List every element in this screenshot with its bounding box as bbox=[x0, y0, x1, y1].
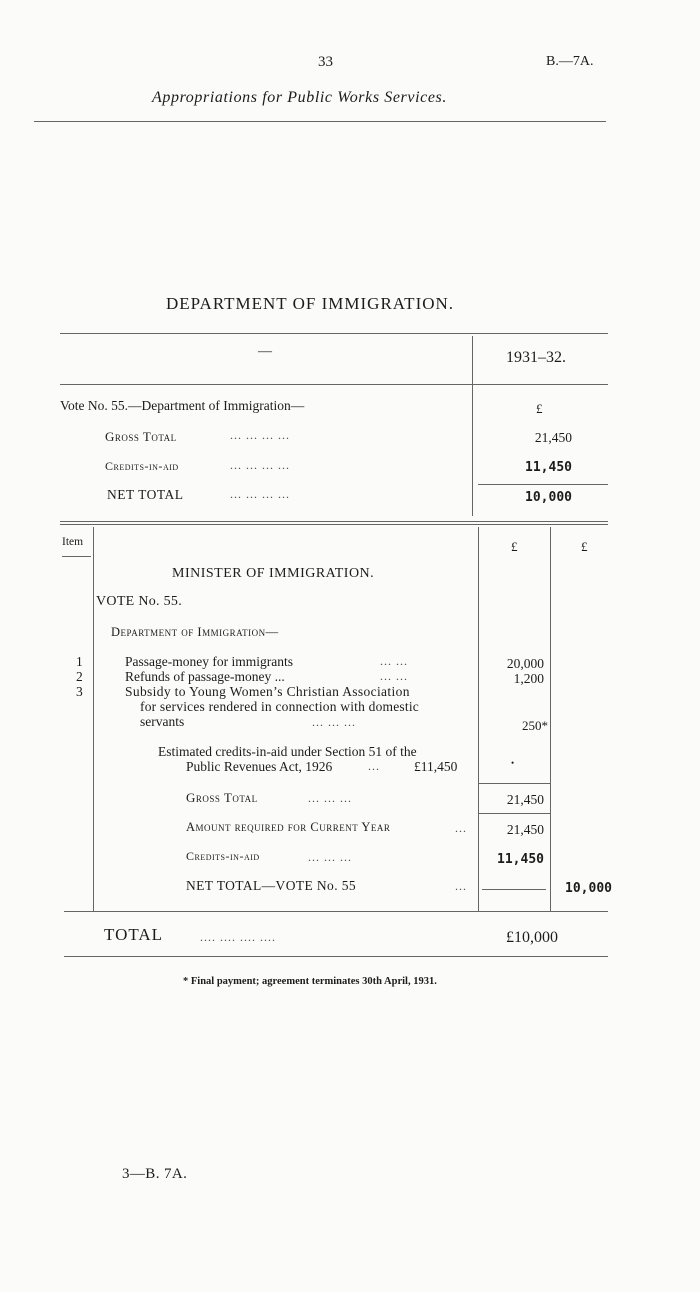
grand-total-label: TOTAL bbox=[104, 925, 164, 944]
detail-currency-2: £ bbox=[581, 539, 588, 554]
page-number: 33 bbox=[318, 54, 333, 70]
detail-col2-divider bbox=[550, 527, 551, 912]
summary-gross-value: 21,450 bbox=[534, 430, 572, 445]
item-dots: ... ... bbox=[380, 654, 408, 668]
credits-estimate-line: Estimated credits-in-aid under Section 51 of the bbox=[158, 744, 417, 759]
summary-gross-dots: ... ... ... ... bbox=[230, 428, 290, 442]
summary-net-label: NET TOTAL bbox=[107, 487, 184, 502]
detail-item-divider bbox=[93, 527, 94, 912]
item-dots: ... ... bbox=[380, 669, 408, 683]
item-number: 2 bbox=[76, 669, 83, 684]
amount-required-dots: ... bbox=[455, 821, 467, 835]
vote-heading: VOTE No. 55. bbox=[96, 594, 183, 609]
detail-top-rule-2 bbox=[60, 524, 608, 525]
summary-gross-label: Gross Total bbox=[105, 429, 177, 444]
net-total-vote-label: NET TOTAL—VOTE No. 55 bbox=[186, 878, 357, 893]
item-description-continued: servants bbox=[140, 714, 185, 729]
header-rule bbox=[34, 121, 606, 122]
grand-total-value: £10,000 bbox=[506, 929, 558, 946]
running-title: Appropriations for Public Works Services. bbox=[152, 89, 447, 106]
footnote: * Final payment; agreement terminates 30th April, 1931. bbox=[183, 976, 437, 987]
summary-currency: £ bbox=[536, 401, 543, 416]
summary-credits-dots: ... ... ... ... bbox=[230, 458, 290, 472]
summary-vote-line: Vote No. 55.—Department of Immigration— bbox=[60, 398, 305, 413]
detail-top-rule bbox=[60, 521, 608, 522]
item-value: 20,000 bbox=[506, 656, 544, 671]
summary-credits-label: Credits-in-aid bbox=[105, 459, 179, 473]
detail-subtotal-rule bbox=[478, 783, 550, 784]
detail-gross-rule bbox=[478, 813, 550, 814]
item-description: Subsidy to Young Women’s Christian Association bbox=[125, 684, 410, 699]
summary-subtotal-rule bbox=[478, 484, 608, 485]
item-number: 1 bbox=[76, 654, 83, 669]
department-title: DEPARTMENT OF IMMIGRATION. bbox=[166, 294, 455, 313]
gross-total-value: 21,450 bbox=[506, 792, 544, 807]
credits-in-aid-label: Credits-in-aid bbox=[186, 849, 260, 863]
gross-total-label: Gross Total bbox=[186, 790, 258, 805]
summary-net-value: 10,000 bbox=[525, 490, 572, 505]
summary-net-dots: ... ... ... ... bbox=[230, 487, 290, 501]
summary-credits-value: 11,450 bbox=[525, 460, 572, 475]
document-reference: B.—7A. bbox=[546, 54, 594, 69]
amount-required-value: 21,450 bbox=[506, 822, 544, 837]
net-total-vote-value: 10,000 bbox=[565, 881, 612, 896]
grand-total-dots: .... .... .... .... bbox=[200, 930, 276, 944]
signature-mark: 3—B. 7A. bbox=[122, 1166, 188, 1182]
credits-in-aid-value: 11,450 bbox=[497, 852, 544, 867]
credits-estimate-dots: ... bbox=[368, 759, 380, 773]
summary-top-rule bbox=[60, 333, 608, 334]
item-description: Refunds of passage-money ... bbox=[125, 669, 285, 684]
detail-bottom-rule bbox=[64, 911, 608, 912]
credits-estimate-line: Public Revenues Act, 1926 bbox=[186, 759, 333, 774]
detail-item-header: Item bbox=[62, 536, 84, 548]
item-dots: ... ... ... bbox=[312, 715, 356, 729]
item-description: Passage-money for immigrants bbox=[125, 654, 293, 669]
item-number: 3 bbox=[76, 684, 83, 699]
detail-currency-1: £ bbox=[511, 539, 518, 554]
department-subheading: Department of Immigration— bbox=[111, 625, 279, 639]
item-description-continued: for services rendered in connection with domestic bbox=[140, 699, 419, 714]
summary-column-dash: — bbox=[258, 344, 272, 359]
item-value: 1,200 bbox=[513, 671, 544, 686]
minister-heading: MINISTER OF IMMIGRATION. bbox=[172, 566, 375, 581]
credits-in-aid-dots: ... ... ... bbox=[308, 850, 352, 864]
gross-total-dots: ... ... ... bbox=[308, 791, 352, 805]
item-value-footnoted: 250* bbox=[522, 718, 548, 733]
grand-total-rule bbox=[64, 956, 608, 957]
net-total-dash-rule bbox=[482, 889, 546, 890]
credits-estimate-marker: • bbox=[511, 758, 515, 768]
credits-estimate-amount: £11,450 bbox=[414, 759, 458, 774]
detail-item-header-rule bbox=[62, 556, 91, 557]
net-total-vote-dots: ... bbox=[455, 879, 467, 893]
summary-year-header: 1931–32. bbox=[506, 349, 566, 366]
amount-required-label: Amount required for Current Year bbox=[186, 820, 391, 834]
summary-header-rule bbox=[60, 384, 608, 385]
summary-column-divider bbox=[472, 336, 473, 516]
